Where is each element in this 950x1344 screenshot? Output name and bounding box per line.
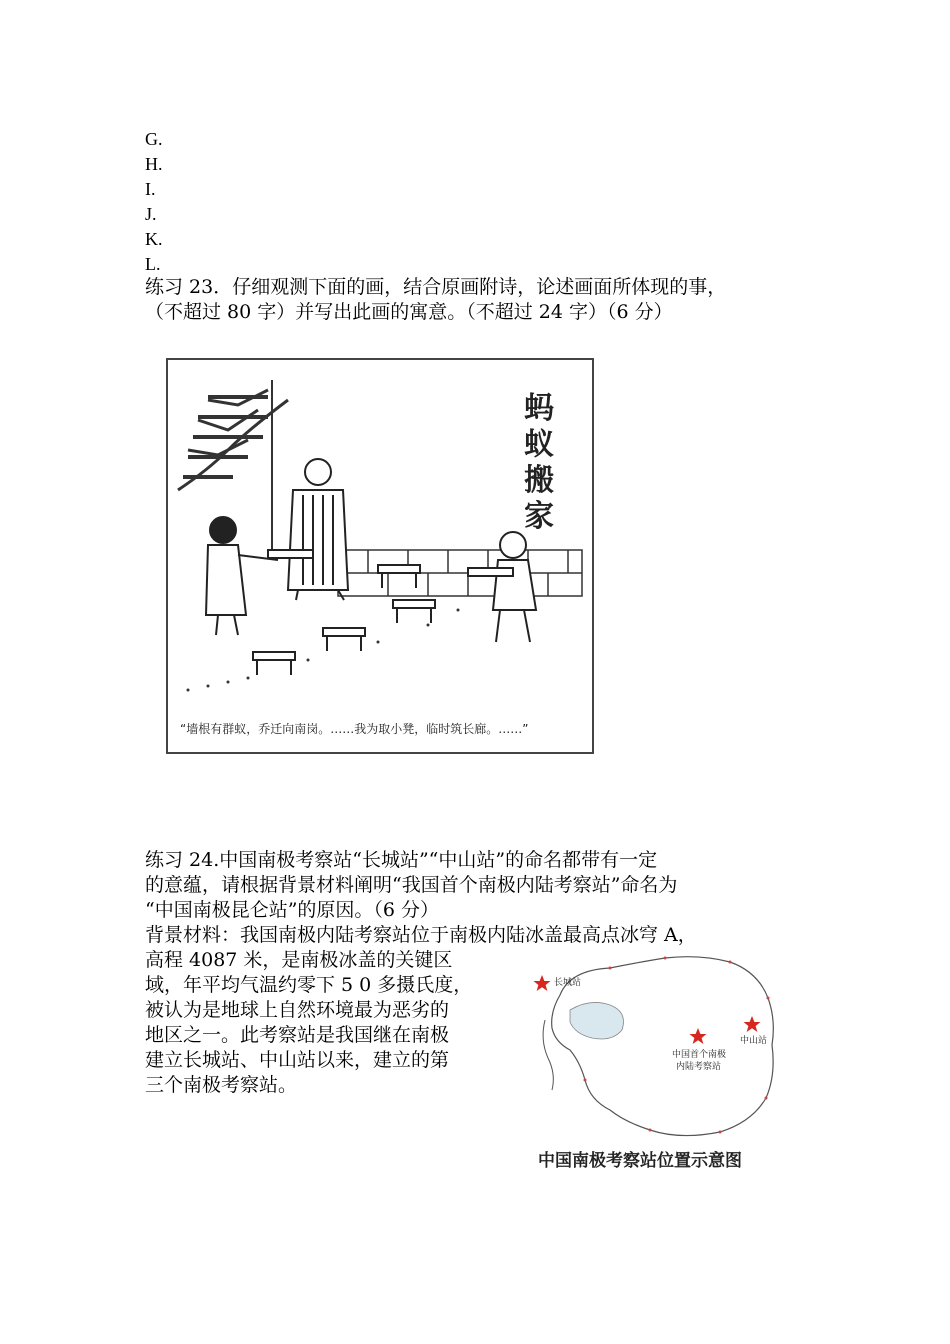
option-k: K.	[145, 229, 163, 249]
background-line-1: 背景材料：我国南极内陆考察站位于南极内陆冰盖最高点冰穹 A，	[145, 924, 697, 946]
cartoon-title-char-2: 蚁	[524, 427, 554, 462]
option-j: J.	[145, 204, 157, 224]
background-line-7: 三个南极考察站。	[145, 1074, 298, 1096]
zhongshan-station-label: 中山站	[740, 1036, 768, 1046]
option-i: I.	[145, 179, 156, 199]
background-line-4: 被认为是地球上自然环境最为恶劣的	[145, 999, 450, 1021]
cartoon-title-char-1: 蚂	[524, 391, 554, 426]
background-line-3: 域，年平均气温约零下 5 0 多摄氏度，	[145, 974, 473, 996]
great-wall-station-label: 长城站	[554, 978, 582, 988]
cartoon-title-char-3: 搬	[524, 463, 554, 498]
antarctica-station-map	[530, 950, 790, 1180]
option-g: G.	[145, 129, 163, 149]
exercise-24-line-2: 的意蕴，请根据背景材料阐明“我国首个南极内陆考察站”命名为	[145, 874, 678, 896]
exercise-23-line-1: 练习 23．仔细观测下面的画，结合原画附诗，论述画面所体现的事，	[145, 276, 727, 298]
map-caption: 中国南极考察站位置示意图	[538, 1151, 742, 1171]
exercise-24-line-1: 练习 24.中国南极考察站“长城站”“中山站”的命名都带有一定	[145, 849, 658, 871]
background-line-5: 地区之一。此考察站是我国继在南极	[145, 1024, 450, 1046]
inland-station-label-1: 中国首个南极	[672, 1050, 727, 1060]
background-line-6: 建立长城站、中山站以来，建立的第	[145, 1049, 450, 1071]
station-star-icon	[534, 975, 551, 991]
inland-station-label-2: 内陆考察站	[676, 1062, 722, 1072]
ant-moving-cartoon	[166, 358, 594, 754]
background-line-2: 高程 4087 米，是南极冰盖的关键区	[145, 949, 453, 971]
option-h: H.	[145, 154, 163, 174]
option-l: L.	[145, 254, 161, 274]
cartoon-caption: “墙根有群蚁，乔迁向南岗。……我为取小凳，临时筑长廊。……”	[180, 722, 529, 736]
cartoon-title-char-4: 家	[524, 499, 554, 534]
exercise-24-line-3: “中国南极昆仑站”的原因。（6 分）	[145, 899, 440, 921]
exercise-23-line-2: （不超过 80 字）并写出此画的寓意。（不超过 24 字）（6 分）	[145, 301, 673, 323]
